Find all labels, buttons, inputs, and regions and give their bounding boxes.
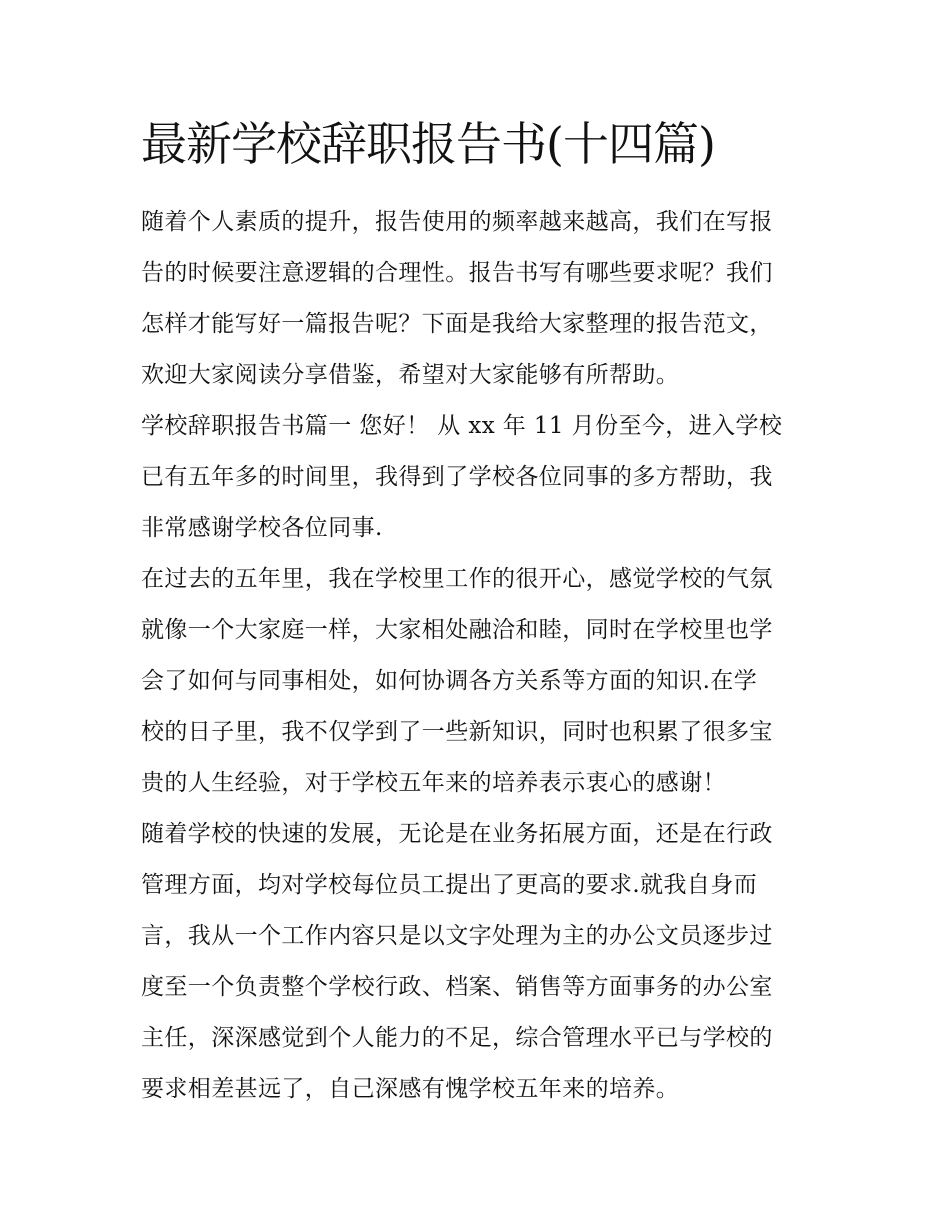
paragraph-line: 已有五年多的时间里，我得到了学校各位同事的多方帮助，我 [141, 464, 773, 490]
paragraph-line: 贵的人生经验，对于学校五年来的培养表示衷心的感谢！ [141, 770, 726, 796]
paragraph-line: 就像一个大家庭一样，大家相处融洽和睦，同时在学校里也学 [141, 617, 773, 643]
paragraph-line: 主任，深深感觉到个人能力的不足，综合管理水平已与学校的 [141, 1025, 773, 1051]
paragraph-line: 学校辞职报告书篇一 您好！ 从 xx 年 11 月份至今，进入学校 [141, 413, 783, 439]
paragraph-line: 随着个人素质的提升，报告使用的频率越来越高，我们在写报 [141, 209, 773, 235]
paragraph-line: 言，我从一个工作内容只是以文字处理为主的办公文员逐步过 [141, 923, 773, 949]
paragraph-line: 要求相差甚远了，自己深感有愧学校五年来的培养。 [141, 1076, 680, 1102]
paragraph-line: 非常感谢学校各位同事. [141, 515, 383, 541]
paragraph-line: 怎样才能写好一篇报告呢？下面是我给大家整理的报告范文， [141, 311, 773, 337]
paragraph-line: 会了如何与同事相处，如何协调各方关系等方面的知识.在学 [141, 668, 758, 694]
paragraph-line: 随着学校的快速的发展，无论是在业务拓展方面，还是在行政 [141, 821, 773, 847]
paragraph-line: 在过去的五年里，我在学校里工作的很开心，感觉学校的气氛 [141, 566, 773, 592]
page-title: 最新学校辞职报告书(十四篇) [141, 117, 715, 171]
paragraph-line: 度至一个负责整个学校行政、档案、销售等方面事务的办公室 [141, 974, 773, 1000]
paragraph-line: 欢迎大家阅读分享借鉴，希望对大家能够有所帮助。 [141, 362, 680, 388]
paragraph-line: 管理方面，均对学校每位员工提出了更高的要求.就我自身而 [141, 872, 758, 898]
paragraph-line: 校的日子里，我不仅学到了一些新知识，同时也积累了很多宝 [141, 719, 773, 745]
paragraph-line: 告的时候要注意逻辑的合理性。报告书写有哪些要求呢？我们 [141, 260, 773, 286]
